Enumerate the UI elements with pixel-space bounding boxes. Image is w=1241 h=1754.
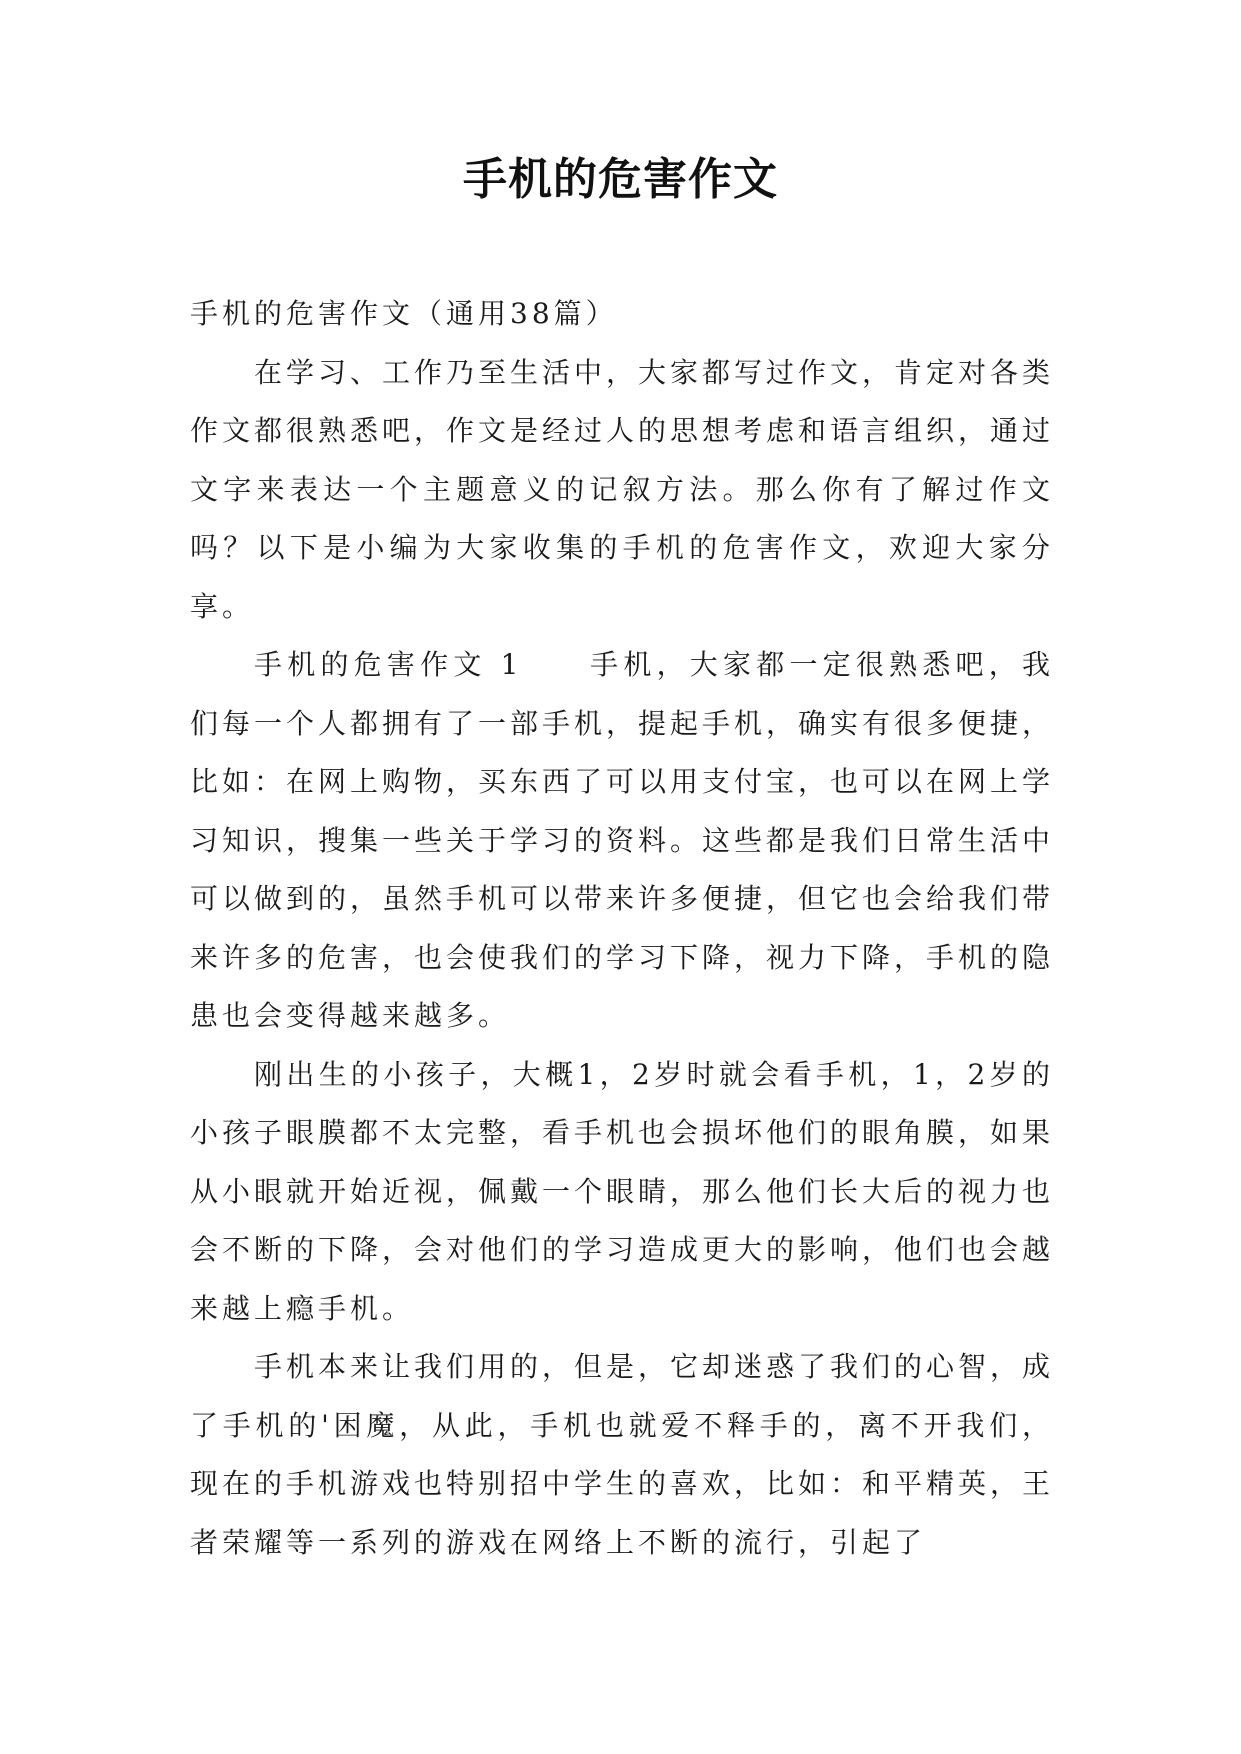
paragraph-intro: 在学习、工作乃至生活中，大家都写过作文，肯定对各类作文都很熟悉吧，作文是经过人的思想考虑和语言组织，通过文字来表达一个主题意义的记叙方法。那么你有了解过作文吗？以下是小编为大家收集的手机的危害作文，欢迎大家分享。 [190,355,1055,623]
document-body [190,285,1054,1572]
document-subtitle: 手机的危害作文（通用38篇） [190,297,618,330]
document-title: 手机的危害作文 [463,154,778,205]
paragraph-children-eyes: 刚出生的小孩子，大概1，2岁时就会看手机，1，2岁的小孩子眼膜都不太完整，看手机也会损坏他们的眼角膜，如果从小眼就开始近视，佩戴一个眼睛，那么他们长大后的视力也会不断的下降，会对他们的学习造成更大的影响，他们也会越来越上瘾手机。 [190,1057,1055,1325]
paragraph-games: 手机本来让我们用的，但是，它却迷惑了我们的心智，成了手机的'困魔，从此，手机也就爱不释手的，离不开我们，现在的手机游戏也特别招中学生的喜欢，比如：和平精英，王者荣耀等一系列的游戏在网络上不断的流行，引起了 [190,1350,1055,1559]
paragraph-essay-1: 手机的危害作文 1 手机，大家都一定很熟悉吧，我们每一个人都拥有了一部手机，提起手机，确实有很多便捷，比如：在网上购物，买东西了可以用支付宝，也可以在网上学习知识，搜集一些关于学习的资料。这些都是我们日常生活中可以做到的，虽然手机可以带来许多便捷，但它也会给我们带来许多的危害，也会使我们的学习下降，视力下降，手机的隐患也会变得越来越多。 [190,648,1055,1032]
